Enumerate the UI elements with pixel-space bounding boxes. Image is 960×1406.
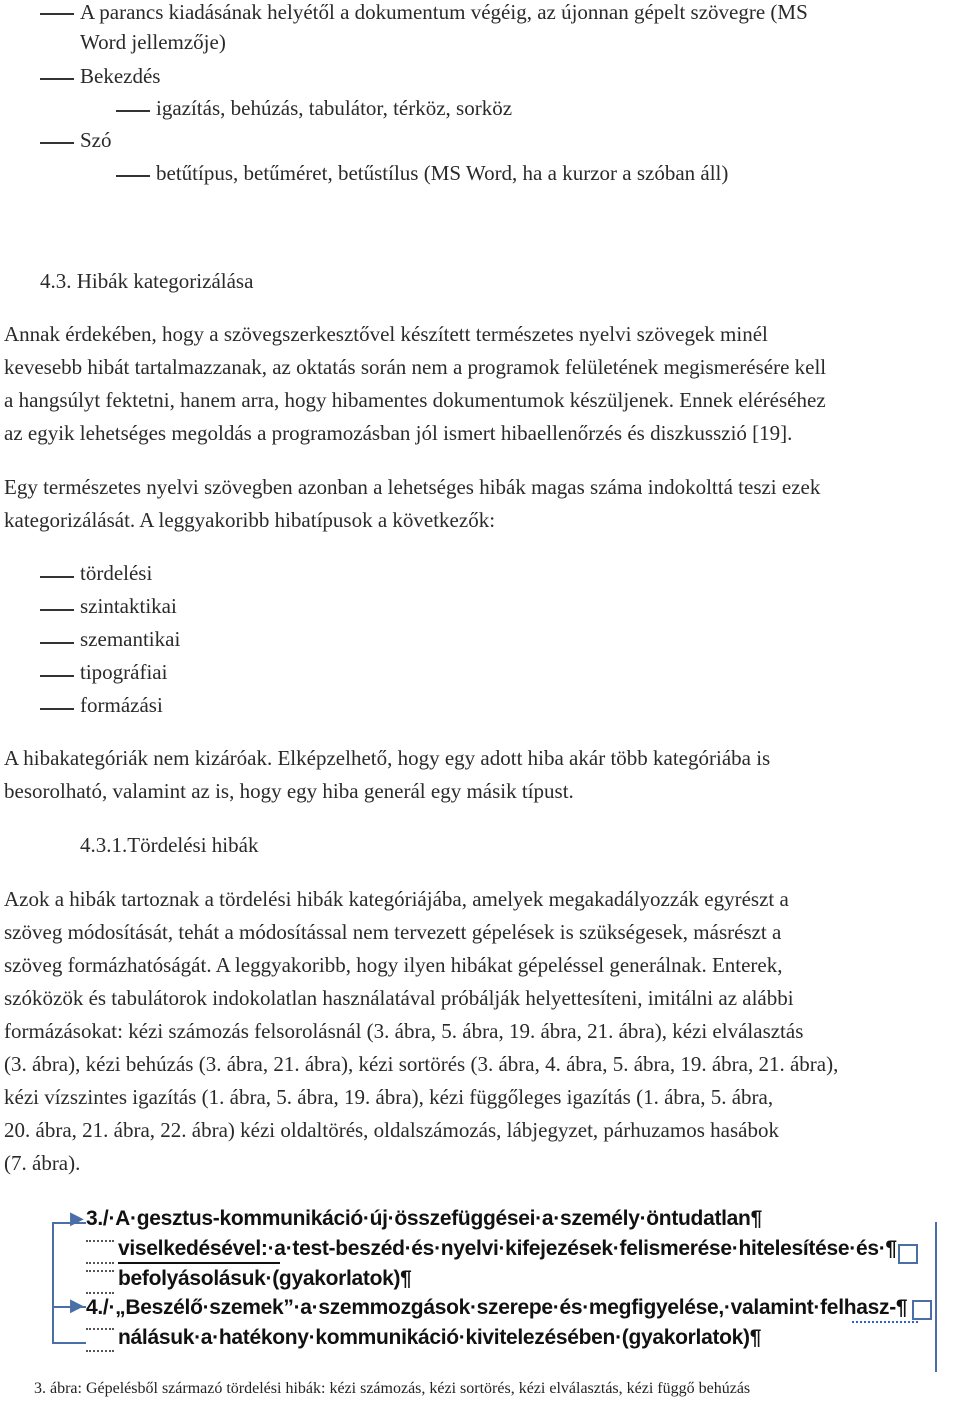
paragraph-line: A hibakategóriák nem kizáróak. Elképzelhető, hogy egy adott hiba akár több kategóriába is [4, 746, 771, 770]
bullet-text: Szó [80, 128, 112, 152]
bullet-dash [40, 142, 74, 144]
arrow-icon: ▶ [70, 1295, 84, 1316]
paragraph-line: formázásokat: kézi számozás felsorolásnál (3. ábra, 5. ábra, 19. ábra, 21. ábra), kézi elválasztás [4, 1019, 804, 1043]
tab-mark [86, 1270, 114, 1294]
bullet-dash [40, 13, 74, 15]
figure-line: 3./·A·gesztus-kommunikáció·új·összefüggései·a·személy·öntudatlan¶ [86, 1207, 762, 1230]
sub-bullet-text: igazítás, behúzás, tabulátor, térköz, sorköz [156, 96, 513, 120]
bullet-dash [40, 609, 74, 611]
paragraph-line: 20. ábra, 21. ábra, 22. ábra) kézi oldaltörés, oldalszámozás, lábjegyzet, párhuzamos hasábok [4, 1118, 779, 1142]
error-type-item: szintaktikai [80, 594, 177, 618]
bullet-dash [40, 642, 74, 644]
page-edge-line [935, 1222, 937, 1372]
sub-bullet-dash [116, 110, 150, 112]
bullet-dash [40, 708, 74, 710]
paragraph-line: (7. ábra). [4, 1151, 81, 1175]
paragraph-line: Egy természetes nyelvi szövegben azonban a lehetséges hibák magas száma indokolttá teszi ezek [4, 475, 821, 499]
format-mark-box [898, 1244, 918, 1264]
spellcheck-underline [852, 1318, 918, 1323]
error-type-item: tipográfiai [80, 660, 168, 684]
paragraph-line: szóközök és tabulátorok indokolatlan használatával próbálják helyettesíteni, imitálni az alábbi [4, 986, 794, 1010]
tab-mark [86, 1240, 114, 1264]
figure-line: 4./·„Beszélő·szemek”·a·szemmozgások·szerepe·és·megfigyelése,·valamint·felhasz-¶ [86, 1296, 908, 1319]
tab-mark [86, 1328, 114, 1352]
bullet-dash [40, 576, 74, 578]
paragraph-line: Annak érdekében, hogy a szövegszerkesztővel készített természetes nyelvi szövegek minél [4, 322, 768, 346]
underline [118, 1262, 280, 1264]
paragraph-line: szöveg formázhatóságát. A leggyakoribb, hogy ilyen hibákat gépeléssel generálnak. Enterek, [4, 953, 783, 977]
paragraph-line: (3. ábra), kézi behúzás (3. ábra, 21. ábra), kézi sortörés (3. ábra, 4. ábra, 5. ábra, 19. ábra, 21. ábra), [4, 1052, 839, 1076]
sub-bullet-dash [116, 175, 150, 177]
format-mark-box [912, 1300, 932, 1320]
paragraph-line: Azok a hibák tartoznak a tördelési hibák kategóriájába, amelyek megakadályozzák egyrészt a [4, 887, 789, 911]
paragraph-line: kategorizálását. A leggyakoribb hibatípusok a következők: [4, 508, 496, 532]
figure-line: viselkedésével:·a·test-beszéd·és·nyelvi·kifejezések·felismerése·hitelesítése·és·¶ [118, 1237, 897, 1260]
section-heading: 4.3. Hibák kategorizálása [40, 269, 254, 293]
arrow-icon: ▶ [70, 1208, 84, 1229]
bullet-text: Bekezdés [80, 64, 161, 88]
error-type-item: szemantikai [80, 627, 181, 651]
paragraph-line: az egyik lehetséges megoldás a programozásban jól ismert hibaellenőrzés és diszkusszió [19]. [4, 421, 793, 445]
figure-line: befolyásolásuk·(gyakorlatok)¶ [118, 1267, 412, 1290]
error-type-item: formázási [80, 693, 163, 717]
paragraph-line: kevesebb hibát tartalmazzanak, az oktatás során nem a programok felületének megismerésére kell [4, 355, 827, 379]
bullet-text: A parancs kiadásának helyétől a dokumentum végéig, az újonnan gépelt szövegre (MS [80, 0, 808, 24]
paragraph-line: kézi vízszintes igazítás (1. ábra, 5. ábra, 19. ábra), kézi függőleges igazítás (1. ábra, 5. ábra, [4, 1085, 774, 1109]
paragraph-line: a hangsúlyt fektetni, hanem arra, hogy hibamentes dokumentumok készüljenek. Ennek eléréséhez [4, 388, 826, 412]
outline-bracket [52, 1302, 86, 1344]
error-type-item: tördelési [80, 561, 153, 585]
paragraph-line: besorolható, valamint az is, hogy egy hiba generál egy másik típust. [4, 779, 574, 803]
outline-bracket [52, 1222, 86, 1308]
subsection-heading: 4.3.1.Tördelési hibák [80, 833, 259, 857]
bullet-text-continued: Word jellemzője) [80, 30, 226, 54]
figure-line: nálásuk·a·hatékony·kommunikáció·kivitelezésében·(gyakorlatok)¶ [118, 1326, 762, 1349]
figure-caption: 3. ábra: Gépelésből származó tördelési hibák: kézi számozás, kézi sortörés, kézi elválasztás, kézi függő behúzás [34, 1380, 751, 1397]
bullet-dash [40, 675, 74, 677]
bullet-dash [40, 78, 74, 80]
paragraph-line: szöveg módosítását, tehát a módosítással nem tervezett gépelések is szükségesek, másrészt a [4, 920, 782, 944]
sub-bullet-text: betűtípus, betűméret, betűstílus (MS Word, ha a kurzor a szóban áll) [156, 161, 729, 185]
